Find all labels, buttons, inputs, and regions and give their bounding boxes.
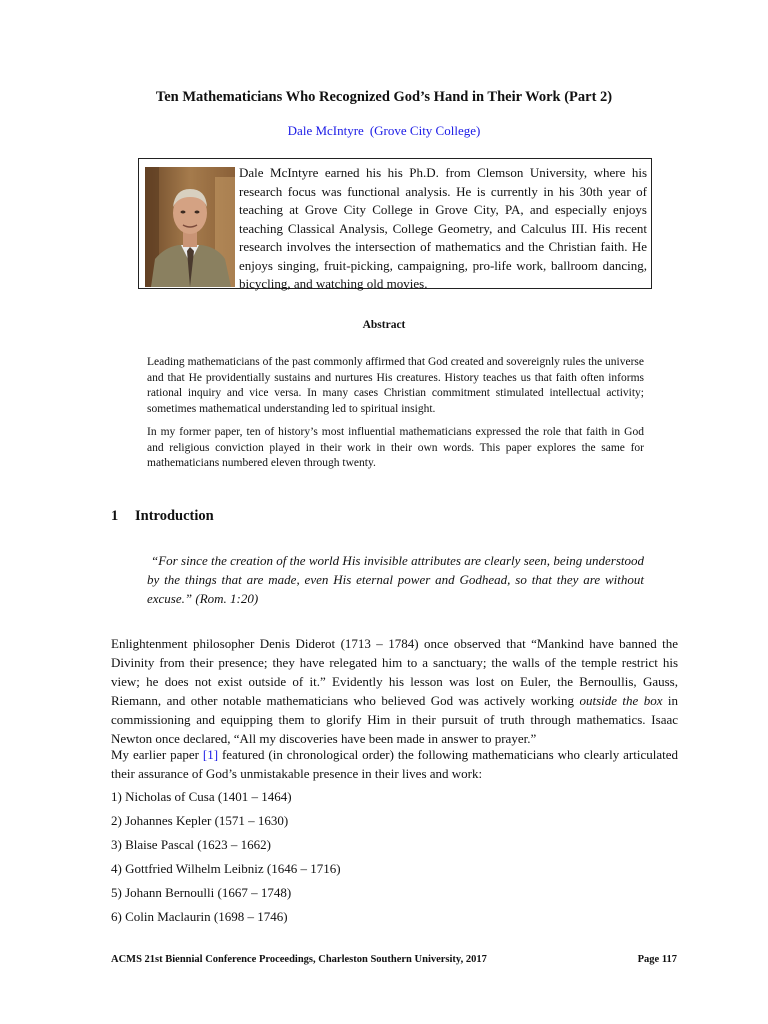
author-line — [0, 123, 768, 139]
list-item: 3) Blaise Pascal (1623 – 1662) — [111, 837, 271, 852]
intro-paragraph-1 — [111, 634, 678, 748]
intro-paragraph-1-text-b: in commissioning and equipping them to glorify Him in their pursuit of truth through mathematics. Isaac Newton once declared, “All my discoveries have been made in answer to prayer.” — [111, 693, 678, 746]
author-affiliation-link[interactable]: (Grove City College) — [369, 123, 481, 138]
intro-paragraph-2 — [111, 745, 678, 783]
list-item: 5) Johann Bernoulli (1667 – 1748) — [111, 885, 292, 900]
abstract-heading: Abstract — [362, 319, 406, 331]
author-bio-text: Dale McIntyre earned his his Ph.D. from Clemson University, where his research focus was functional analysis. He is currently in his 30th year of teaching at Grove City College in Grove City, PA, and especially enjoys teaching Classical Analysis, College Geometry, and Calculus III. His recent research involves the intersection of mathematics and the Christian faith. He enjoys singing, fruit-picking, campaigning, pro-life work, ballroom dancing, bicycling, and watching old movies. — [239, 165, 647, 291]
footer-proceedings: ACMS 21st Biennial Conference Proceedings, Charleston Southern University, 2017 — [111, 954, 487, 965]
section-heading-introduction — [111, 508, 214, 525]
list-item: 6) Colin Maclaurin (1698 – 1746) — [111, 909, 288, 924]
citation-link-1[interactable]: [1] — [202, 747, 219, 762]
epigraph-quote: “For since the creation of the world His invisible attributes are clearly seen, being understood by the things that are made, even His eternal power and Godhead, so that they are without excuse.” (Rom. 1:20) — [147, 553, 644, 606]
list-item: 1) Nicholas of Cusa (1401 – 1464) — [111, 789, 292, 804]
section-title: Introduction — [135, 508, 214, 524]
abstract-paragraph-2: In my former paper, ten of history’s most influential mathematicians expressed the role that faith in God and religious conviction played in their work in their own words. This paper explores the same for mathematicians numbered eleven through twenty. — [147, 426, 644, 469]
intro-paragraph-2-text-a: My earlier paper — [111, 747, 203, 762]
author-portrait-image — [145, 167, 235, 287]
footer-page-number: Page 117 — [637, 954, 677, 965]
author-bio-box — [138, 158, 652, 289]
intro-paragraph-1-text-a: Enlightenment philosopher Denis Diderot (1713 – 1784) once observed that “Mankind have banned the Divinity from their presence; they have relegated him to a sanctuary; the walls of the temple restrict his view; he does not exist outside of it.” Evidently his lesson was lost on Euler, the Bernoullis, Gauss, Riemann, and other notable mathematicians who believed God was actively working — [111, 636, 678, 708]
intro-paragraph-2-text-b: featured (in chronological order) the following mathematicians who clearly articulated their assurance of God’s unmistakable presence in their lives and work: — [111, 747, 679, 781]
list-item: 2) Johannes Kepler (1571 – 1630) — [111, 813, 289, 828]
intro-paragraph-1-emphasis: outside the box — [579, 693, 663, 708]
abstract-paragraph-1: Leading mathematicians of the past commonly affirmed that God created and sovereignly rules the universe and that He providentially sustains and nurtures His creatures. History teaches us that faith often informs rational inquiry and vice versa. In many cases Christian commitment stimulated intellectual activity; sometimes mathematical understanding led to spiritual insight. — [147, 356, 644, 415]
author-photo — [145, 167, 235, 287]
section-number: 1 — [111, 508, 119, 524]
paper-title: Ten Mathematicians Who Recognized God’s Hand in Their Work (Part 2) — [155, 89, 613, 105]
list-item: 4) Gottfried Wilhelm Leibniz (1646 – 1716) — [111, 861, 341, 876]
author-name-link[interactable]: Dale McIntyre — [287, 123, 364, 138]
